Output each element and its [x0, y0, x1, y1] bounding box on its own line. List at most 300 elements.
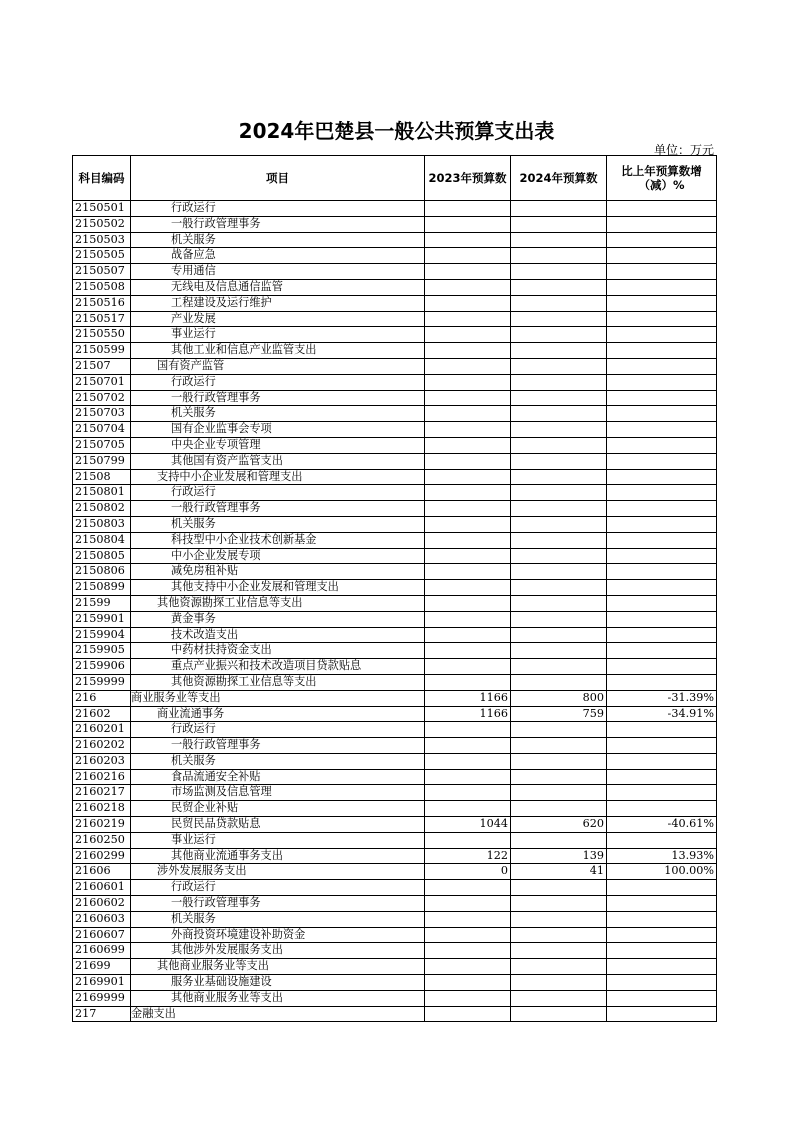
cell-code: 2150507: [73, 264, 131, 280]
cell-item: 金融支出: [131, 1006, 425, 1022]
table-row: [73, 390, 717, 406]
cell-budget-2023: [425, 832, 511, 848]
cell-code: 217: [73, 1006, 131, 1022]
cell-budget-2024: [511, 327, 607, 343]
cell-budget-2023: [425, 959, 511, 975]
table-row: [73, 248, 717, 264]
table-row: [73, 279, 717, 295]
page-title: 2024年巴楚县一般公共预算支出表: [238, 119, 555, 143]
cell-budget-2024: [511, 232, 607, 248]
cell-budget-2024: [511, 738, 607, 754]
cell-change-pct: [607, 674, 717, 690]
cell-change-pct: [607, 437, 717, 453]
cell-budget-2023: [425, 722, 511, 738]
cell-budget-2023: [425, 264, 511, 280]
cell-budget-2024: [511, 880, 607, 896]
cell-budget-2024: [511, 485, 607, 501]
table-row: [73, 864, 717, 880]
cell-code: 2150803: [73, 516, 131, 532]
cell-item: 其他涉外发展服务支出: [131, 943, 425, 959]
cell-change-pct: 100.00%: [607, 864, 717, 880]
cell-change-pct: [607, 232, 717, 248]
cell-budget-2024: [511, 311, 607, 327]
cell-budget-2024: [511, 595, 607, 611]
cell-budget-2024: [511, 990, 607, 1006]
cell-budget-2023: [425, 801, 511, 817]
cell-change-pct: [607, 643, 717, 659]
cell-code: 216: [73, 690, 131, 706]
cell-code: 2150501: [73, 201, 131, 217]
cell-budget-2023: [425, 532, 511, 548]
header-change-pct: 比上年预算数增（减）%: [607, 156, 717, 201]
cell-budget-2024: [511, 295, 607, 311]
table-row: [73, 358, 717, 374]
cell-code: 2150804: [73, 532, 131, 548]
cell-budget-2023: [425, 327, 511, 343]
cell-code: 21602: [73, 706, 131, 722]
cell-budget-2024: [511, 216, 607, 232]
cell-budget-2023: [425, 295, 511, 311]
cell-item: 涉外发展服务支出: [131, 864, 425, 880]
cell-budget-2023: [425, 927, 511, 943]
cell-code: 2160601: [73, 880, 131, 896]
cell-code: 2150799: [73, 453, 131, 469]
cell-change-pct: [607, 374, 717, 390]
cell-budget-2024: 759: [511, 706, 607, 722]
table-row: [73, 753, 717, 769]
cell-change-pct: [607, 358, 717, 374]
cell-item: 中药材扶持资金支出: [131, 643, 425, 659]
table-header-row: [73, 156, 717, 201]
table-row: [73, 374, 717, 390]
cell-code: 2160250: [73, 832, 131, 848]
cell-budget-2023: [425, 674, 511, 690]
cell-budget-2023: [425, 374, 511, 390]
cell-code: 2150899: [73, 580, 131, 596]
cell-budget-2024: [511, 801, 607, 817]
cell-item: 行政运行: [131, 722, 425, 738]
cell-code: 2150701: [73, 374, 131, 390]
table-row: [73, 817, 717, 833]
cell-change-pct: 13.93%: [607, 848, 717, 864]
cell-change-pct: [607, 959, 717, 975]
cell-item: 其他国有资产监管支出: [131, 453, 425, 469]
cell-code: 2160203: [73, 753, 131, 769]
cell-code: 2150508: [73, 279, 131, 295]
table-row: [73, 975, 717, 991]
cell-budget-2023: [425, 627, 511, 643]
cell-change-pct: [607, 738, 717, 754]
table-row: [73, 911, 717, 927]
cell-item: 民贸企业补贴: [131, 801, 425, 817]
cell-code: 2160219: [73, 817, 131, 833]
cell-budget-2024: [511, 927, 607, 943]
cell-change-pct: [607, 753, 717, 769]
cell-code: 2150702: [73, 390, 131, 406]
cell-item: 无线电及信息通信监管: [131, 279, 425, 295]
cell-budget-2024: [511, 785, 607, 801]
cell-item: 其他资源勘探工业信息等支出: [131, 595, 425, 611]
cell-code: 2159904: [73, 627, 131, 643]
cell-budget-2023: [425, 406, 511, 422]
cell-code: 2169901: [73, 975, 131, 991]
cell-code: 2169999: [73, 990, 131, 1006]
cell-change-pct: [607, 216, 717, 232]
cell-budget-2024: [511, 975, 607, 991]
cell-budget-2024: [511, 896, 607, 912]
cell-budget-2023: [425, 896, 511, 912]
cell-budget-2023: [425, 232, 511, 248]
table-row: [73, 311, 717, 327]
table-row: [73, 722, 717, 738]
cell-item: 专用通信: [131, 264, 425, 280]
cell-budget-2024: [511, 279, 607, 295]
cell-budget-2023: [425, 659, 511, 675]
cell-budget-2023: [425, 785, 511, 801]
table-row: [73, 927, 717, 943]
cell-change-pct: [607, 801, 717, 817]
cell-budget-2023: [425, 611, 511, 627]
cell-code: 2150705: [73, 437, 131, 453]
cell-budget-2023: [425, 643, 511, 659]
table-row: [73, 548, 717, 564]
cell-item: 其他资源勘探工业信息等支出: [131, 674, 425, 690]
cell-budget-2024: [511, 611, 607, 627]
cell-budget-2024: [511, 643, 607, 659]
cell-code: 21699: [73, 959, 131, 975]
cell-item: 机关服务: [131, 232, 425, 248]
cell-budget-2023: [425, 753, 511, 769]
cell-budget-2023: [425, 564, 511, 580]
cell-budget-2023: [425, 501, 511, 517]
cell-budget-2023: [425, 769, 511, 785]
cell-budget-2023: [425, 1006, 511, 1022]
table-row: [73, 896, 717, 912]
cell-code: 2150802: [73, 501, 131, 517]
cell-code: 2160607: [73, 927, 131, 943]
cell-budget-2023: [425, 595, 511, 611]
cell-change-pct: [607, 264, 717, 280]
cell-budget-2023: [425, 911, 511, 927]
cell-change-pct: [607, 422, 717, 438]
cell-budget-2024: 620: [511, 817, 607, 833]
cell-item: 行政运行: [131, 374, 425, 390]
cell-budget-2024: [511, 548, 607, 564]
cell-budget-2023: [425, 548, 511, 564]
table-body: [73, 201, 717, 1022]
table-row: [73, 437, 717, 453]
cell-change-pct: [607, 406, 717, 422]
cell-change-pct: [607, 911, 717, 927]
cell-change-pct: [607, 880, 717, 896]
unit-label: 单位：万元: [653, 143, 714, 157]
cell-budget-2024: [511, 201, 607, 217]
cell-change-pct: -34.91%: [607, 706, 717, 722]
cell-item: 事业运行: [131, 832, 425, 848]
table-row: [73, 232, 717, 248]
cell-budget-2023: [425, 738, 511, 754]
cell-budget-2024: [511, 390, 607, 406]
cell-change-pct: [607, 327, 717, 343]
cell-item: 食品流通安全补贴: [131, 769, 425, 785]
cell-budget-2023: 0: [425, 864, 511, 880]
cell-item: 其他商业服务业等支出: [131, 990, 425, 1006]
cell-code: 2159905: [73, 643, 131, 659]
table-row: [73, 738, 717, 754]
cell-code: 2150517: [73, 311, 131, 327]
cell-item: 机关服务: [131, 406, 425, 422]
cell-item: 商业流通事务: [131, 706, 425, 722]
cell-budget-2024: [511, 911, 607, 927]
cell-change-pct: [607, 927, 717, 943]
cell-budget-2023: 122: [425, 848, 511, 864]
cell-change-pct: [607, 769, 717, 785]
cell-item: 重点产业振兴和技术改造项目贷款贴息: [131, 659, 425, 675]
cell-code: 2160218: [73, 801, 131, 817]
cell-budget-2023: [425, 343, 511, 359]
cell-change-pct: [607, 722, 717, 738]
cell-change-pct: [607, 311, 717, 327]
cell-budget-2024: [511, 248, 607, 264]
cell-budget-2023: [425, 453, 511, 469]
cell-item: 支持中小企业发展和管理支出: [131, 469, 425, 485]
cell-budget-2024: [511, 659, 607, 675]
cell-item: 中小企业发展专项: [131, 548, 425, 564]
cell-budget-2024: [511, 532, 607, 548]
cell-change-pct: [607, 595, 717, 611]
cell-code: 2150703: [73, 406, 131, 422]
cell-item: 行政运行: [131, 880, 425, 896]
cell-change-pct: [607, 785, 717, 801]
cell-budget-2023: 1166: [425, 706, 511, 722]
cell-change-pct: [607, 990, 717, 1006]
cell-item: 其他商业流通事务支出: [131, 848, 425, 864]
cell-change-pct: [607, 501, 717, 517]
cell-code: 2160202: [73, 738, 131, 754]
cell-change-pct: -40.61%: [607, 817, 717, 833]
header-budget-2023: 2023年预算数: [425, 156, 511, 201]
cell-item: 科技型中小企业技术创新基金: [131, 532, 425, 548]
table-row: [73, 343, 717, 359]
cell-item: 黄金事务: [131, 611, 425, 627]
cell-code: 2160216: [73, 769, 131, 785]
cell-budget-2024: [511, 343, 607, 359]
table-row: [73, 659, 717, 675]
table-row: [73, 201, 717, 217]
cell-change-pct: [607, 548, 717, 564]
cell-change-pct: [607, 564, 717, 580]
header-code: 科目编码: [73, 156, 131, 201]
cell-budget-2023: [425, 580, 511, 596]
cell-budget-2024: [511, 769, 607, 785]
cell-change-pct: [607, 659, 717, 675]
cell-code: 2160603: [73, 911, 131, 927]
cell-budget-2024: [511, 753, 607, 769]
table-row: [73, 832, 717, 848]
cell-budget-2024: [511, 374, 607, 390]
cell-item: 一般行政管理事务: [131, 896, 425, 912]
cell-budget-2023: [425, 311, 511, 327]
cell-budget-2023: [425, 943, 511, 959]
cell-change-pct: [607, 580, 717, 596]
cell-budget-2023: [425, 390, 511, 406]
cell-code: 2159906: [73, 659, 131, 675]
cell-budget-2024: [511, 264, 607, 280]
table-row: [73, 532, 717, 548]
table-row: [73, 406, 717, 422]
cell-change-pct: [607, 469, 717, 485]
cell-budget-2024: [511, 453, 607, 469]
cell-item: 外商投资环境建设补助资金: [131, 927, 425, 943]
budget-table: [72, 155, 717, 1022]
cell-code: 2160602: [73, 896, 131, 912]
cell-budget-2024: [511, 358, 607, 374]
table-row: [73, 264, 717, 280]
cell-budget-2024: [511, 959, 607, 975]
cell-budget-2024: [511, 437, 607, 453]
cell-budget-2023: [425, 990, 511, 1006]
table-row: [73, 785, 717, 801]
cell-item: 民贸民品贷款贴息: [131, 817, 425, 833]
cell-budget-2023: 1166: [425, 690, 511, 706]
cell-budget-2023: [425, 358, 511, 374]
cell-code: 2159901: [73, 611, 131, 627]
table-row: [73, 959, 717, 975]
header-budget-2024: 2024年预算数: [511, 156, 607, 201]
cell-code: 21508: [73, 469, 131, 485]
cell-item: 国有企业监事会专项: [131, 422, 425, 438]
cell-budget-2024: [511, 564, 607, 580]
table-row: [73, 501, 717, 517]
cell-budget-2023: [425, 975, 511, 991]
table-row: [73, 690, 717, 706]
cell-item: 其他商业服务业等支出: [131, 959, 425, 975]
cell-item: 一般行政管理事务: [131, 390, 425, 406]
table-row: [73, 327, 717, 343]
cell-item: 中央企业专项管理: [131, 437, 425, 453]
cell-budget-2024: [511, 1006, 607, 1022]
cell-item: 产业发展: [131, 311, 425, 327]
cell-code: 2160699: [73, 943, 131, 959]
cell-change-pct: [607, 532, 717, 548]
cell-budget-2024: [511, 580, 607, 596]
cell-code: 2160201: [73, 722, 131, 738]
cell-budget-2023: [425, 279, 511, 295]
cell-budget-2023: [425, 469, 511, 485]
cell-change-pct: [607, 627, 717, 643]
cell-change-pct: [607, 453, 717, 469]
cell-item: 行政运行: [131, 485, 425, 501]
table-row: [73, 611, 717, 627]
cell-item: 商业服务业等支出: [131, 690, 425, 706]
cell-budget-2024: 41: [511, 864, 607, 880]
cell-change-pct: [607, 943, 717, 959]
table-row: [73, 1006, 717, 1022]
table-row: [73, 943, 717, 959]
cell-code: 2160217: [73, 785, 131, 801]
table-row: [73, 453, 717, 469]
cell-budget-2024: [511, 422, 607, 438]
cell-change-pct: [607, 248, 717, 264]
cell-change-pct: [607, 343, 717, 359]
table-row: [73, 469, 717, 485]
cell-budget-2024: [511, 832, 607, 848]
cell-code: 2150806: [73, 564, 131, 580]
cell-change-pct: [607, 1006, 717, 1022]
cell-change-pct: [607, 832, 717, 848]
cell-budget-2024: [511, 406, 607, 422]
cell-budget-2024: [511, 722, 607, 738]
cell-budget-2023: [425, 216, 511, 232]
cell-change-pct: [607, 516, 717, 532]
cell-budget-2023: [425, 201, 511, 217]
table-row: [73, 216, 717, 232]
table-row: [73, 422, 717, 438]
table-row: [73, 516, 717, 532]
cell-change-pct: [607, 485, 717, 501]
table-row: [73, 769, 717, 785]
table-row: [73, 485, 717, 501]
cell-item: 技术改造支出: [131, 627, 425, 643]
cell-budget-2023: [425, 516, 511, 532]
cell-change-pct: [607, 201, 717, 217]
cell-item: 一般行政管理事务: [131, 216, 425, 232]
cell-budget-2023: [425, 248, 511, 264]
cell-item: 事业运行: [131, 327, 425, 343]
cell-item: 工程建设及运行维护: [131, 295, 425, 311]
cell-item: 行政运行: [131, 201, 425, 217]
cell-code: 2150704: [73, 422, 131, 438]
table-row: [73, 627, 717, 643]
cell-item: 国有资产监管: [131, 358, 425, 374]
cell-item: 其他支持中小企业发展和管理支出: [131, 580, 425, 596]
cell-item: 其他工业和信息产业监管支出: [131, 343, 425, 359]
cell-budget-2024: [511, 943, 607, 959]
table-row: [73, 580, 717, 596]
cell-code: 2160299: [73, 848, 131, 864]
cell-budget-2024: 139: [511, 848, 607, 864]
table-row: [73, 643, 717, 659]
cell-code: 21606: [73, 864, 131, 880]
cell-code: 2150516: [73, 295, 131, 311]
cell-budget-2023: [425, 422, 511, 438]
table-row: [73, 990, 717, 1006]
header-item: 项目: [131, 156, 425, 201]
table-row: [73, 880, 717, 896]
cell-item: 一般行政管理事务: [131, 738, 425, 754]
cell-item: 机关服务: [131, 753, 425, 769]
table-row: [73, 295, 717, 311]
table-row: [73, 848, 717, 864]
cell-item: 市场监测及信息管理: [131, 785, 425, 801]
table-row: [73, 801, 717, 817]
cell-budget-2024: [511, 516, 607, 532]
cell-change-pct: [607, 295, 717, 311]
cell-code: 2150599: [73, 343, 131, 359]
cell-budget-2023: 1044: [425, 817, 511, 833]
cell-item: 机关服务: [131, 516, 425, 532]
cell-budget-2024: [511, 501, 607, 517]
cell-budget-2024: [511, 469, 607, 485]
cell-change-pct: [607, 975, 717, 991]
cell-budget-2023: [425, 437, 511, 453]
cell-code: 2150801: [73, 485, 131, 501]
cell-item: 一般行政管理事务: [131, 501, 425, 517]
cell-code: 21599: [73, 595, 131, 611]
cell-budget-2024: 800: [511, 690, 607, 706]
cell-code: 21507: [73, 358, 131, 374]
cell-change-pct: [607, 896, 717, 912]
